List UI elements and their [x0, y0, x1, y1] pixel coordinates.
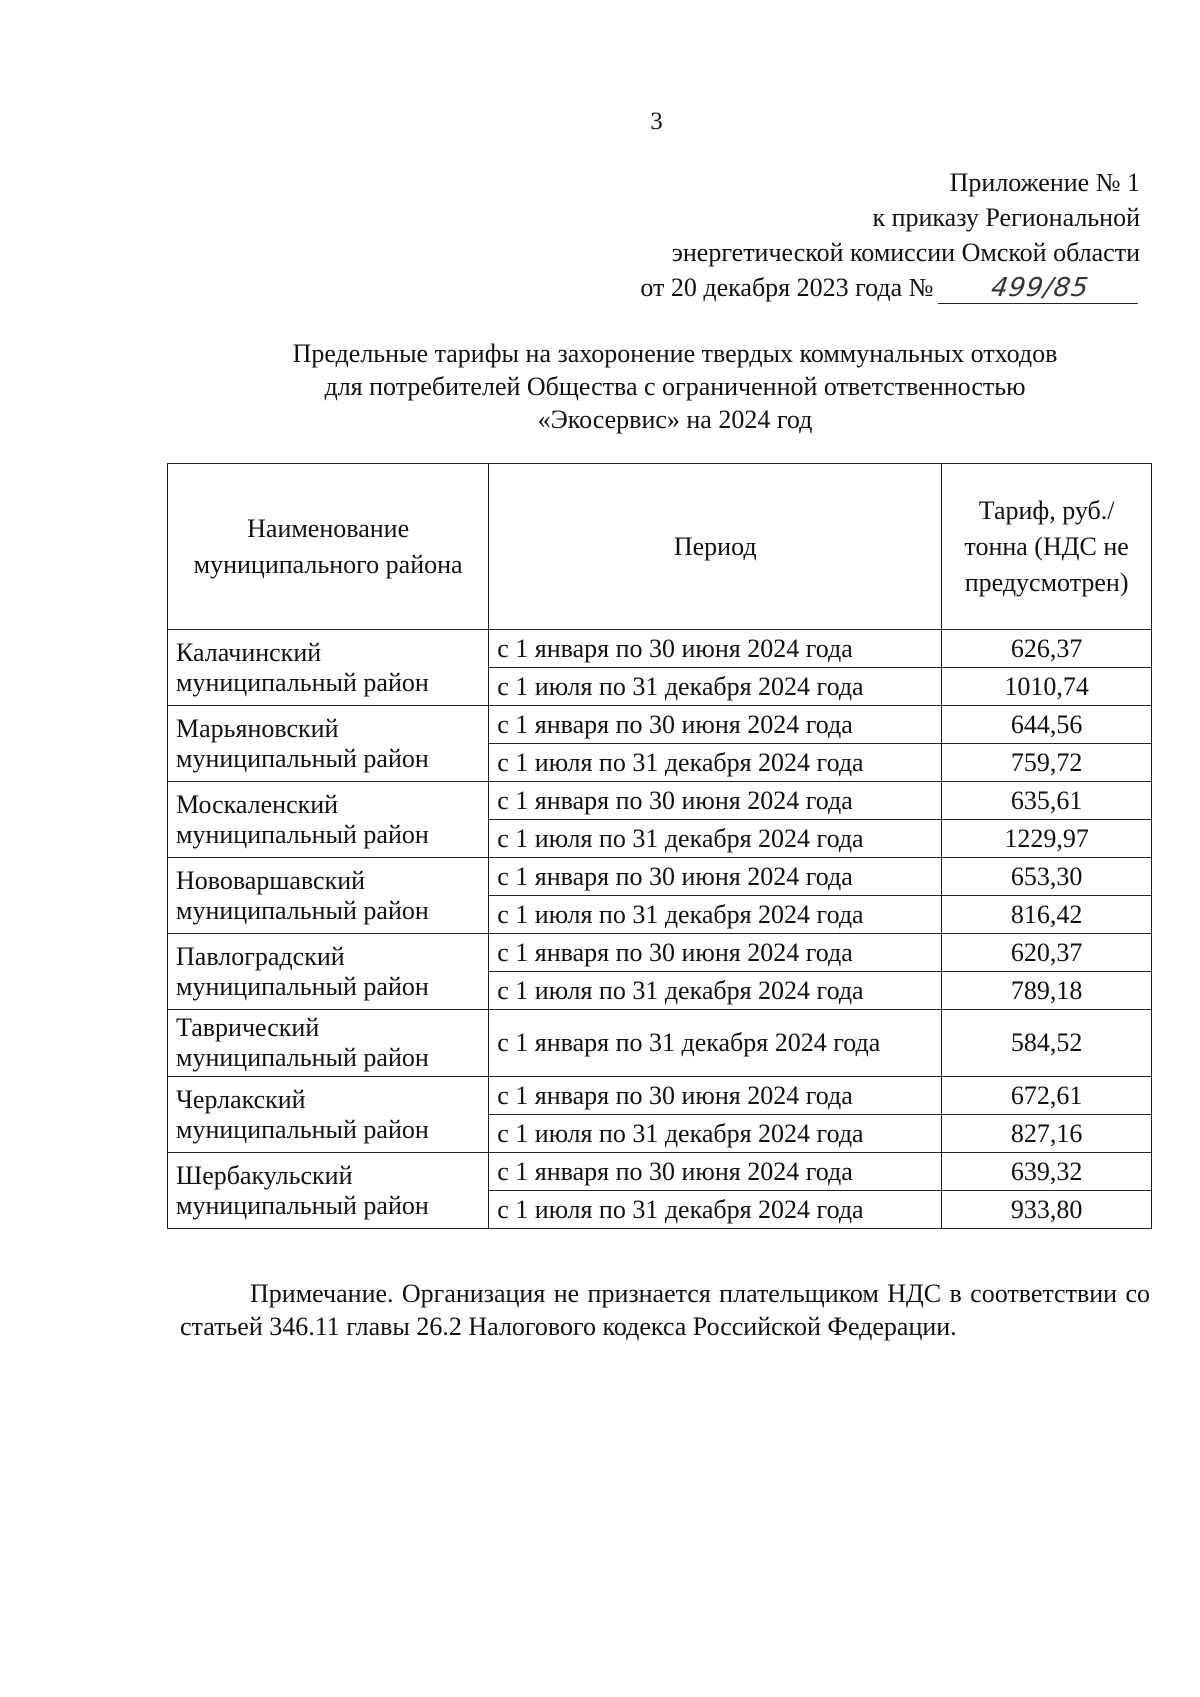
period-cell: с 1 июля по 31 декабря 2024 года [489, 1191, 942, 1229]
tariff-value: 639,32 [942, 1153, 1152, 1191]
period-cell: с 1 января по 30 июня 2024 года [489, 706, 942, 744]
tariff-value: 789,18 [942, 972, 1152, 1010]
title-line-2: для потребителей Общества с ограниченной ответственностью [324, 372, 1026, 401]
period-cell: с 1 января по 30 июня 2024 года [489, 934, 942, 972]
district-name: Нововаршавский муниципальный район [168, 858, 489, 934]
district-name: Калачинский муниципальный район [168, 630, 489, 706]
tariff-value: 626,37 [942, 630, 1152, 668]
header-district: Наименование муниципального района [168, 464, 489, 630]
title-line-1: Предельные тарифы на захоронение твердых коммунальных отходов [292, 339, 1058, 368]
header-period: Период [489, 464, 942, 630]
handwritten-order-number: 499/85 [938, 273, 1142, 304]
appendix-line-2: к приказу Региональной [872, 203, 1140, 232]
table-row [168, 1077, 1152, 1115]
appendix-line-4 [500, 270, 1140, 305]
tariff-value: 827,16 [942, 1115, 1152, 1153]
table-header-row [168, 464, 1152, 630]
period-cell: с 1 июля по 31 декабря 2024 года [489, 668, 942, 706]
table-row [168, 1010, 1152, 1077]
table-row [168, 858, 1152, 896]
district-name: Таврический муниципальный район [168, 1010, 489, 1077]
table-row [168, 782, 1152, 820]
district-name: Черлакский муниципальный район [168, 1077, 489, 1153]
header-tariff: Тариф, руб./тонна (НДС не предусмотрен) [942, 464, 1152, 630]
period-cell: с 1 июля по 31 декабря 2024 года [489, 1115, 942, 1153]
page-number: 3 [650, 108, 663, 135]
tariff-value: 653,30 [942, 858, 1152, 896]
period-cell: с 1 января по 30 июня 2024 года [489, 630, 942, 668]
table-row [168, 1153, 1152, 1191]
tariff-value: 816,42 [942, 896, 1152, 934]
tariff-table [167, 463, 1152, 1229]
appendix-header [500, 165, 1140, 305]
tariff-value: 759,72 [942, 744, 1152, 782]
period-cell: с 1 января по 31 декабря 2024 года [489, 1010, 942, 1077]
table-row [168, 706, 1152, 744]
period-cell: с 1 июля по 31 декабря 2024 года [489, 744, 942, 782]
document-title [225, 337, 1125, 436]
tariff-value: 620,37 [942, 934, 1152, 972]
period-cell: с 1 июля по 31 декабря 2024 года [489, 972, 942, 1010]
period-cell: с 1 января по 30 июня 2024 года [489, 1153, 942, 1191]
district-name: Марьяновский муниципальный район [168, 706, 489, 782]
appendix-line-1: Приложение № 1 [949, 168, 1140, 197]
tariff-value: 644,56 [942, 706, 1152, 744]
table-row [168, 934, 1152, 972]
table-row [168, 630, 1152, 668]
district-name: Павлоградский муниципальный район [168, 934, 489, 1010]
district-name: Шербакульский муниципальный район [168, 1153, 489, 1229]
appendix-line-3: энергетической комиссии Омской области [671, 238, 1140, 267]
period-cell: с 1 января по 30 июня 2024 года [489, 782, 942, 820]
vat-note: Примечание. Организация не признается плательщиком НДС в соответствии со статьей 346.11 главы 26.2 Налогового кодекса Российской Федерации. [180, 1279, 1150, 1341]
tariff-value: 672,61 [942, 1077, 1152, 1115]
tariff-value: 584,52 [942, 1010, 1152, 1077]
title-line-3: «Экосервис» на 2024 год [537, 405, 813, 434]
period-cell: с 1 января по 30 июня 2024 года [489, 1077, 942, 1115]
tariff-value: 1229,97 [942, 820, 1152, 858]
period-cell: с 1 января по 30 июня 2024 года [489, 858, 942, 896]
tariff-value: 635,61 [942, 782, 1152, 820]
order-date: от 20 декабря 2023 года № [640, 273, 934, 302]
period-cell: с 1 июля по 31 декабря 2024 года [489, 896, 942, 934]
tariff-value: 1010,74 [942, 668, 1152, 706]
tariff-value: 933,80 [942, 1191, 1152, 1229]
district-name: Москаленский муниципальный район [168, 782, 489, 858]
period-cell: с 1 июля по 31 декабря 2024 года [489, 820, 942, 858]
